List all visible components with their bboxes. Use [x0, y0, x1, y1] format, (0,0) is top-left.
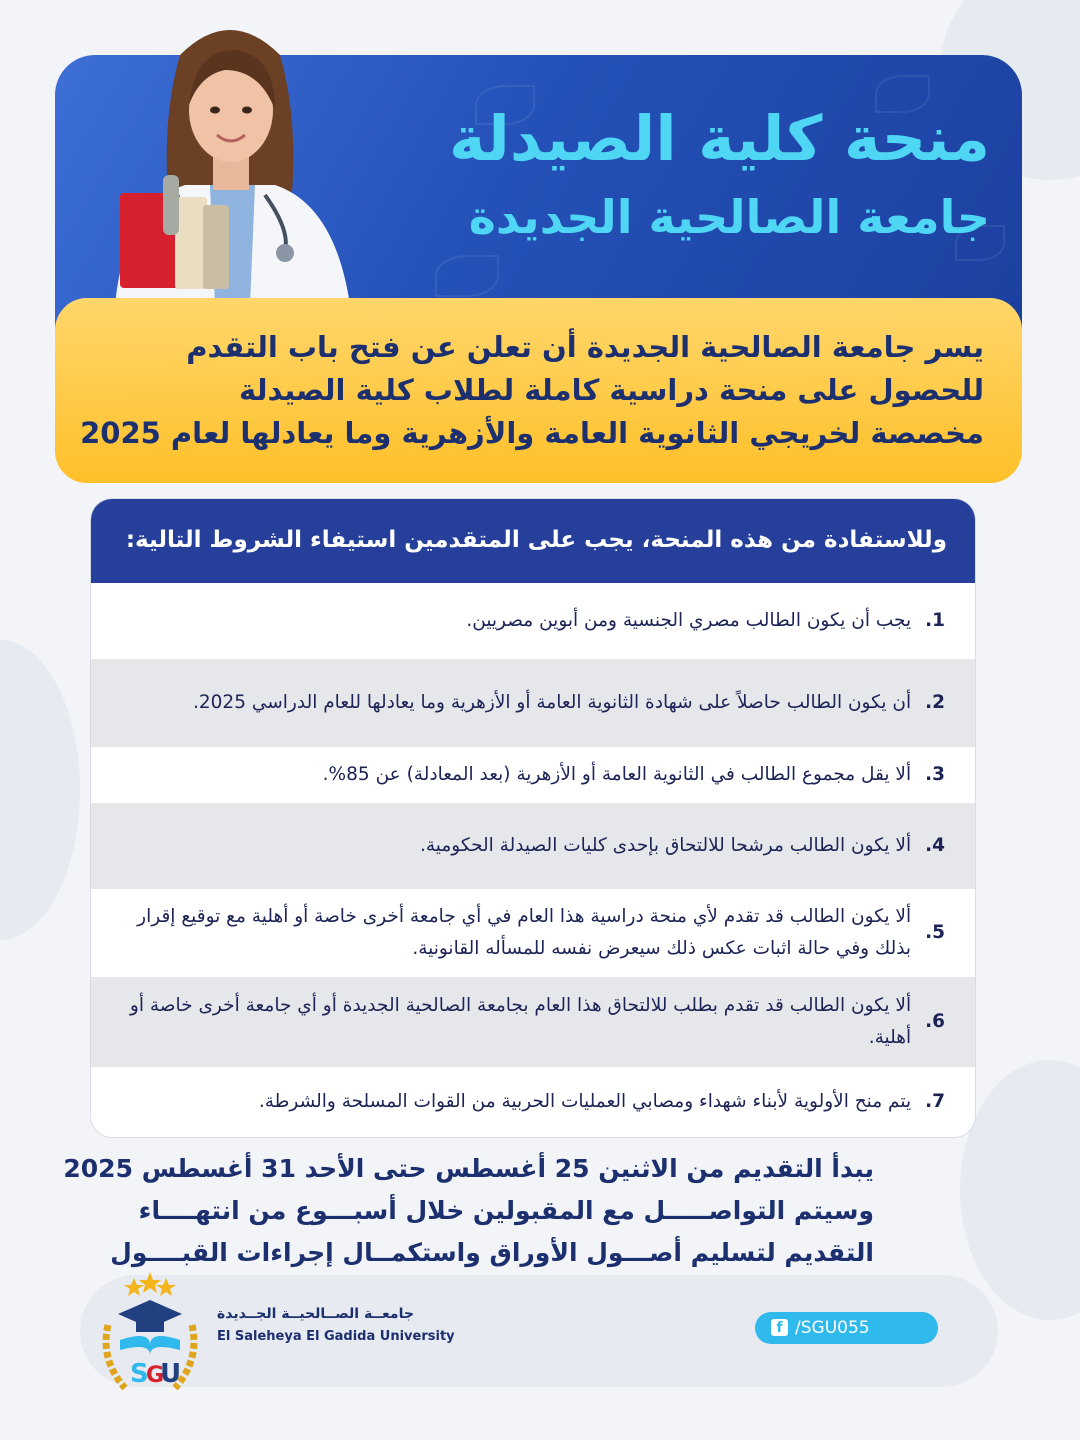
intro-announcement — [55, 298, 1022, 483]
condition-number: 3. — [925, 764, 945, 785]
condition-item-5 — [91, 889, 975, 977]
university-name-arabic: جامعــة الصــالحيــة الجــديدة — [217, 1306, 414, 1322]
condition-item-4 — [91, 803, 975, 889]
university-logo — [90, 1270, 210, 1400]
dates-line: يبدأ التقديم من الاثنين 25 أغسطس حتى الأحد 31 أغسطس 2025 — [63, 1154, 874, 1183]
condition-item-2 — [91, 659, 975, 747]
condition-text: ألا يكون الطالب مرشحا للالتحاق بإحدى كليات الصيدلة الحكومية. — [420, 835, 912, 856]
dates-line: وسيتم التواصـــــل مع المقبولين خلال أسبـــوع من انتهــــاء — [138, 1196, 874, 1225]
condition-number: 6. — [925, 1011, 945, 1032]
intro-line: للحصول على منحة دراسية كاملة لطلاب كلية الصيدلة — [239, 373, 984, 407]
condition-text: أن يكون الطالب حاصلاً على شهادة الثانوية العامة أو الأزهرية وما يعادلها للعام الدراسي 2025. — [193, 692, 912, 713]
student-illustration — [85, 15, 375, 305]
condition-number: 7. — [925, 1091, 945, 1112]
facebook-handle: /SGU055 — [795, 1318, 870, 1338]
condition-text: يجب أن يكون الطالب مصري الجنسية ومن أبوين مصريين. — [466, 610, 912, 631]
condition-item-1 — [91, 583, 975, 659]
dates-line: التقديم لتسليم أصـــول الأوراق واستكمــال إجراءات القبــــول — [110, 1238, 874, 1267]
condition-text: ألا يكون الطالب قد تقدم بطلب للالتحاق هذا العام بجامعة الصالحية الجديدة أو أي جامعة أخرى خاصة أو أهلية. — [129, 995, 912, 1048]
condition-item-7 — [91, 1067, 975, 1137]
svg-text:U: U — [160, 1359, 182, 1389]
conditions-heading: وللاستفادة من هذه المنحة، يجب على المتقدمين استيفاء الشروط التالية: — [91, 499, 975, 583]
condition-text: يتم منح الأولوية لأبناء شهداء ومصابي العمليات الحربية من القوات المسلحة والشرطة. — [258, 1091, 912, 1112]
condition-number: 1. — [925, 610, 945, 631]
facebook-icon: f — [771, 1319, 788, 1336]
condition-number: 5. — [925, 922, 945, 943]
bg-decoration — [960, 1060, 1080, 1320]
bg-decoration — [0, 640, 80, 940]
application-dates — [63, 1148, 874, 1274]
svg-text:G: G — [146, 1363, 165, 1388]
condition-text: ألا يكون الطالب قد تقدم لأي منحة دراسية هذا العام في أي جامعة أخرى خاصة أو أهلية مع توقيع إقرار بذلك وفي حالة اثبات عكس ذلك سيعرض نفسه للمسأله القانونية. — [137, 906, 912, 959]
condition-number: 4. — [925, 835, 945, 856]
condition-item-6 — [91, 977, 975, 1067]
condition-text: ألا يقل مجموع الطالب في الثانوية العامة أو الأزهرية (بعد المعادلة) عن 85%. — [322, 764, 912, 785]
page-title: منحة كلية الصيدلة — [448, 102, 990, 175]
intro-line: مخصصة لخريجي الثانوية العامة والأزهرية وما يعادلها لعام 2025 — [80, 416, 984, 450]
page-subtitle: جامعة الصالحية الجديدة — [468, 190, 990, 244]
condition-item-3 — [91, 747, 975, 803]
facebook-link[interactable] — [755, 1312, 938, 1344]
university-name-english: El Saleheya El Gadida University — [217, 1329, 455, 1344]
conditions-card — [90, 498, 976, 1138]
intro-line: يسر جامعة الصالحية الجديدة أن تعلن عن فتح باب التقدم — [186, 330, 984, 364]
condition-number: 2. — [925, 692, 945, 713]
svg-text:S: S — [130, 1359, 149, 1389]
